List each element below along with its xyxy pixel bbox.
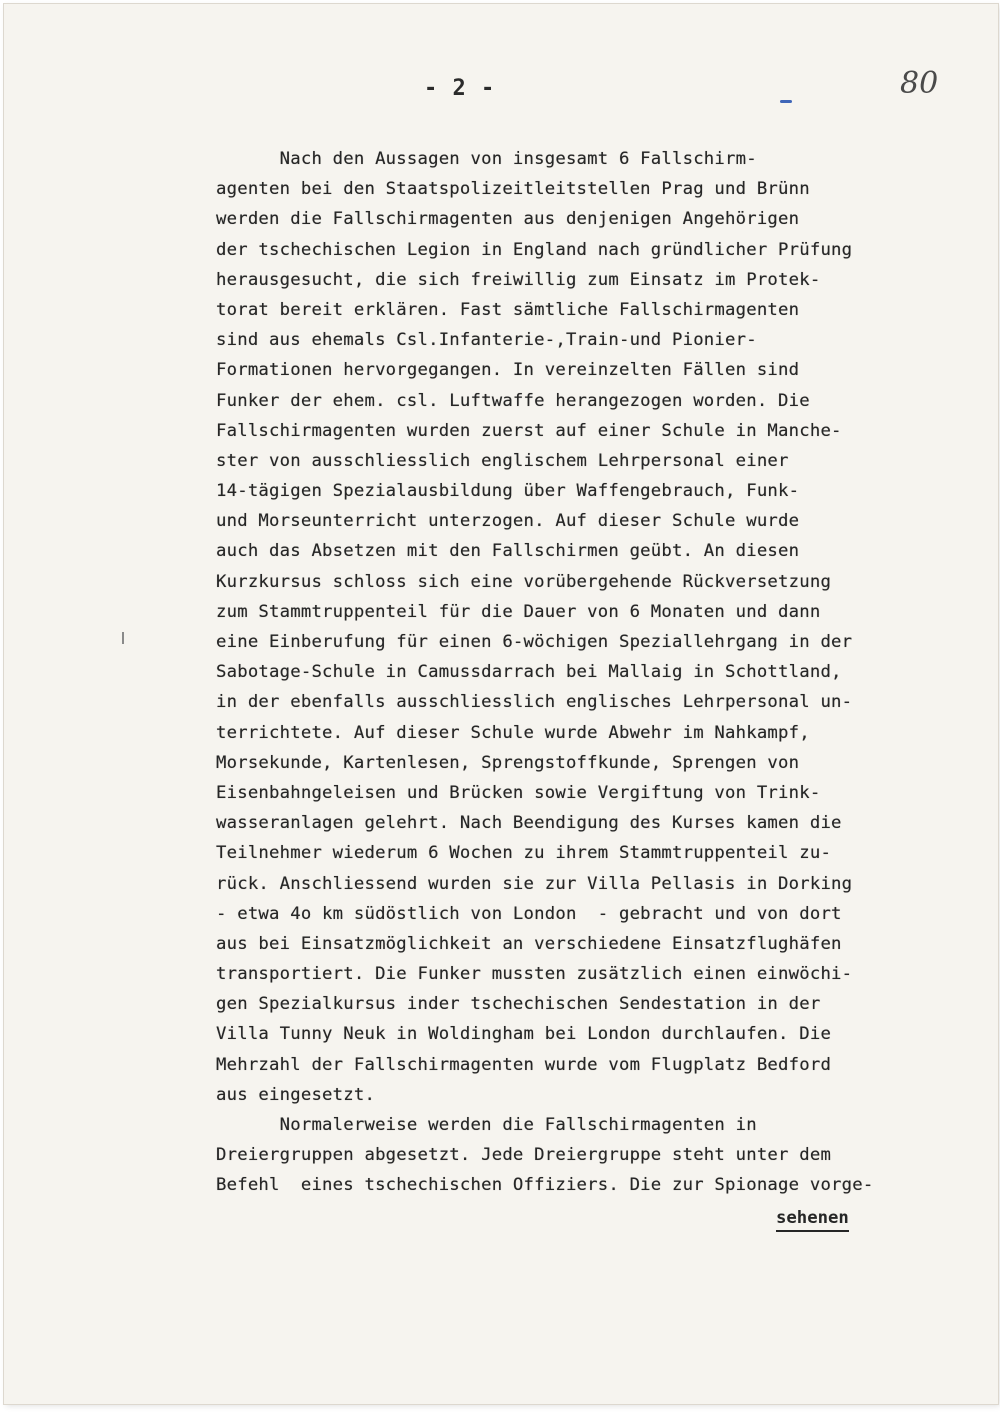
text-line: gen Spezialkursus inder tschechischen Sendestation in der: [216, 994, 821, 1015]
text-line: Befehl eines tschechischen Offiziers. Die zur Spionage vorge-: [216, 1175, 874, 1196]
text-line: Sabotage-Schule in Camussdarrach bei Mallaig in Schottland,: [216, 662, 842, 683]
continuation-catchword: sehenen: [776, 1207, 849, 1232]
text-line: ster von ausschliesslich englischem Lehrpersonal einer: [216, 450, 789, 471]
text-line: aus eingesetzt.: [216, 1084, 376, 1105]
text-line: sind aus ehemals Csl.Infanterie-,Train-und Pionier-: [216, 330, 757, 351]
text-line: Dreiergruppen abgesetzt. Jede Dreiergruppe steht unter dem: [216, 1145, 832, 1166]
text-line: Villa Tunny Neuk in Woldingham bei London durchlaufen. Die: [216, 1024, 832, 1045]
text-line: Kurzkursus schloss sich eine vorübergehende Rückversetzung: [216, 571, 832, 592]
text-line: der tschechischen Legion in England nach gründlicher Prüfung: [216, 239, 853, 260]
text-line: rück. Anschliessend wurden sie zur Villa Pellasis in Dorking: [216, 873, 853, 894]
text-line: und Morseunterricht unterzogen. Auf dieser Schule wurde: [216, 511, 800, 532]
text-line: herausgesucht, die sich freiwillig zum Einsatz im Protek-: [216, 269, 821, 290]
page-number: - 2 -: [424, 76, 496, 101]
text-line: agenten bei den Staatspolizeitleitstellen Prag und Brünn: [216, 179, 810, 200]
text-line: 14-tägigen Spezialausbildung über Waffengebrauch, Funk-: [216, 481, 800, 502]
margin-tick-mark: [122, 632, 124, 644]
text-line: Funker der ehem. csl. Luftwaffe herangezogen worden. Die: [216, 390, 810, 411]
text-line: - etwa 4o km südöstlich von London - gebracht und von dort: [216, 903, 842, 924]
text-line: Eisenbahngeleisen und Brücken sowie Vergiftung von Trink-: [216, 782, 821, 803]
text-line: aus bei Einsatzmöglichkeit an verschiedene Einsatzflughäfen: [216, 933, 842, 954]
text-line: transportiert. Die Funker mussten zusätzlich einen einwöchi-: [216, 964, 853, 985]
text-line: Normalerweise werden die Fallschirmagenten in: [216, 1115, 757, 1135]
document-page: [4, 4, 998, 1404]
body-text: [216, 144, 986, 1201]
text-line: auch das Absetzen mit den Fallschirmen geübt. An diesen: [216, 541, 800, 562]
text-line: torat bereit erklären. Fast sämtliche Fallschirmagenten: [216, 299, 800, 320]
text-line: Nach den Aussagen von insgesamt 6 Fallschirm-: [216, 149, 757, 169]
archive-number-handwritten: 80: [900, 66, 939, 101]
text-line: Mehrzahl der Fallschirmagenten wurde vom Flugplatz Bedford: [216, 1054, 832, 1075]
text-line: Fallschirmagenten wurden zuerst auf einer Schule in Manche-: [216, 420, 842, 441]
text-line: werden die Fallschirmagenten aus denjenigen Angehörigen: [216, 209, 800, 230]
text-line: terrichtete. Auf dieser Schule wurde Abwehr im Nahkampf,: [216, 722, 810, 743]
text-line: zum Stammtruppenteil für die Dauer von 6 Monaten und dann: [216, 601, 821, 622]
text-line: Formationen hervorgegangen. In vereinzelten Fällen sind: [216, 360, 800, 381]
text-line: eine Einberufung für einen 6-wöchigen Speziallehrgang in der: [216, 632, 853, 652]
text-line: in der ebenfalls ausschliesslich englisches Lehrpersonal un-: [216, 692, 853, 713]
blue-pencil-mark: [780, 100, 792, 103]
text-line: Teilnehmer wiederum 6 Wochen zu ihrem Stammtruppenteil zu-: [216, 843, 832, 864]
text-line: wasseranlagen gelehrt. Nach Beendigung des Kurses kamen die: [216, 813, 842, 834]
text-line: Morsekunde, Kartenlesen, Sprengstoffkunde, Sprengen von: [216, 752, 800, 773]
